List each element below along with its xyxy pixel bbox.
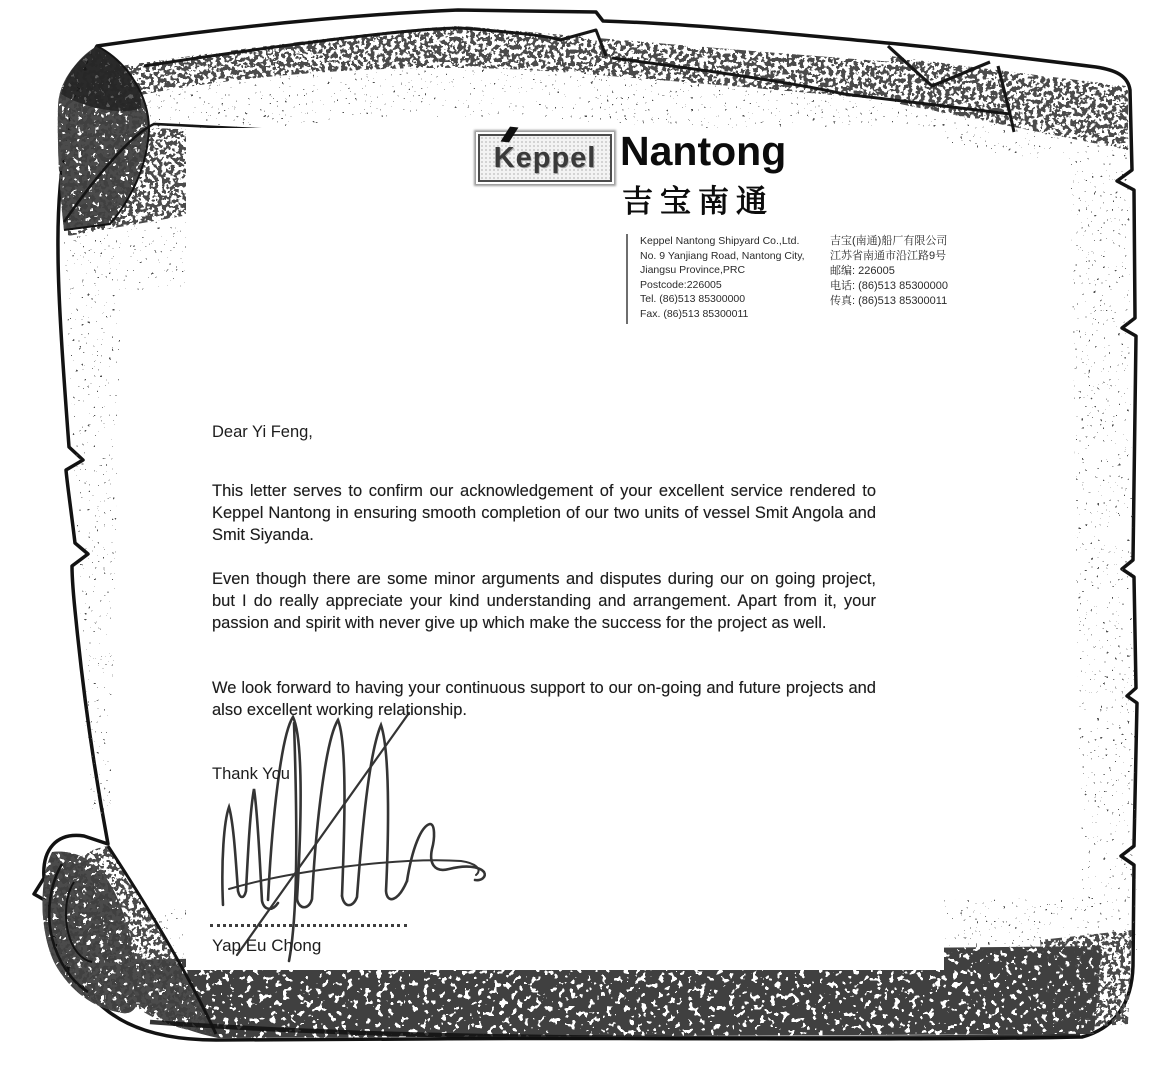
company-address-english bbox=[640, 234, 820, 324]
body-paragraph: This letter serves to confirm our acknowledgement of your excellent service rendered to Keppel Nantong in ensuring smooth completion of our two units of vessel Smit Angola and Smit Siyanda. bbox=[212, 482, 876, 544]
logo-accent-mark bbox=[501, 127, 519, 143]
closing-thank-you: Thank You bbox=[212, 765, 290, 783]
address-line: 电话: (86)513 85300000 bbox=[830, 280, 949, 292]
body-paragraph: Even though there are some minor arguments and disputes during our on going project, but I do really appreciate your kind understanding and arrangement. Apart from it, your passion and spirit with never give up which make the success for the project as well. bbox=[212, 570, 876, 632]
address-line: No. 9 Yanjiang Road, Nantong City, bbox=[640, 249, 805, 262]
address-line: Jiangsu Province,PRC bbox=[640, 264, 746, 277]
company-address-chinese bbox=[830, 234, 1005, 324]
address-divider bbox=[626, 234, 628, 324]
address-line: Keppel Nantong Shipyard Co.,Ltd. bbox=[640, 235, 800, 247]
signatory-name: Yap Eu Chong bbox=[212, 936, 322, 955]
salutation: Dear Yi Feng, bbox=[212, 423, 313, 441]
signature-dotted-line bbox=[210, 924, 407, 927]
brand-chinese: 吉宝南通 bbox=[622, 184, 774, 219]
body-paragraph: We look forward to having your continuous support to our on-going and future projects and also excellent working relationship. bbox=[212, 679, 876, 719]
keppel-logo-box bbox=[478, 134, 612, 182]
address-line: 江苏省南通市沿江路9号 bbox=[830, 250, 947, 262]
address-line: 吉宝(南通)船厂有限公司 bbox=[830, 235, 948, 247]
letter-page bbox=[186, 128, 949, 970]
letterhead-address-block bbox=[626, 234, 1005, 324]
address-line: 传真: (86)513 85300011 bbox=[830, 295, 948, 307]
address-line: Tel. (86)513 85300000 bbox=[640, 293, 746, 306]
brand-nantong: Nantong bbox=[620, 128, 787, 174]
keppel-logo-text: Keppel bbox=[493, 141, 597, 174]
address-line: Fax. (86)513 85300011 bbox=[640, 307, 749, 320]
address-line: 邮编: 226005 bbox=[830, 265, 895, 277]
address-line: Postcode:226005 bbox=[640, 278, 722, 291]
